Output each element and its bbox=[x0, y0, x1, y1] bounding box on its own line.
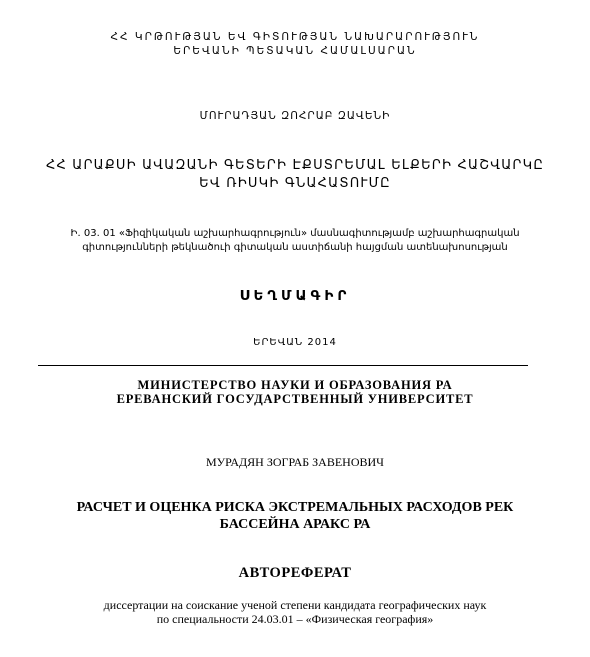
ru-specialty-line2: по специальности 24.03.01 – «Физическая география» bbox=[156, 612, 434, 626]
am-city-year: ԵՐԵՎԱՆ 2014 bbox=[253, 337, 337, 348]
divider-line bbox=[38, 365, 528, 366]
am-author-name: ՄՈՒՐԱԴՅԱՆ ԶՈՀՐԱԲ ԶԱՎԵՆԻ bbox=[199, 110, 391, 122]
am-title-line1: ՀՀ ԱՐԱՔՍԻ ԱՎԱԶԱՆԻ ԳԵՏԵՐԻ ԷՔՍՏՐԵՄԱԼ ԵԼՔԵՐԻ ՀԱՇՎԱՐԿԸ bbox=[45, 158, 545, 173]
ru-ministry-line2: ЕРЕВАНСКИЙ ГОСУДАРСТВЕННЫЙ УНИВЕРСИТЕТ bbox=[116, 392, 474, 406]
ru-specialty-line1: диссертации на соискание ученой степени кандидата географических наук bbox=[103, 598, 487, 612]
am-ministry-line2: ԵՐԵՎԱՆԻ ՊԵՏԱԿԱՆ ՀԱՄԱԼՍԱՐԱՆ bbox=[173, 45, 417, 57]
am-abstract-heading: ՍԵՂՄԱԳԻՐ bbox=[239, 288, 351, 304]
am-ministry-line1: ՀՀ ԿՐԹՈՒԹՅԱՆ ԵՎ ԳԻՏՈՒԹՅԱՆ ՆԱԽԱՐԱՐՈՒԹՅՈՒՆ bbox=[110, 31, 480, 43]
ru-abstract-heading: АВТОРЕФЕРАТ bbox=[238, 565, 352, 581]
am-specialty-line1: Ի․ 03. 01 «Ֆիզիկական աշխարհագրություն» մասնագիտությամբ աշխարհագրական bbox=[70, 228, 520, 239]
ru-title-line1: РАСЧЕТ И ОЦЕНКА РИСКА ЭКСТРЕМАЛЬНЫХ РАСХОДОВ РЕК bbox=[76, 500, 514, 515]
ru-author-name: МУРАДЯН ЗОГРАБ ЗАВЕНОВИЧ bbox=[206, 455, 384, 469]
am-title-line2: ԵՎ ՌԻՍԿԻ ԳՆԱՀԱՏՈՒՄԸ bbox=[199, 176, 391, 191]
ru-ministry-line1: МИНИСТЕРСТВО НАУКИ И ОБРАЗОВАНИЯ РА bbox=[137, 378, 453, 392]
ru-title-line2: БАССЕЙНА АРАКС РА bbox=[219, 517, 371, 532]
am-specialty-line2: գիտությունների թեկնածուի գիտական աստիճանի հայցման ատենախոսության bbox=[82, 242, 508, 253]
